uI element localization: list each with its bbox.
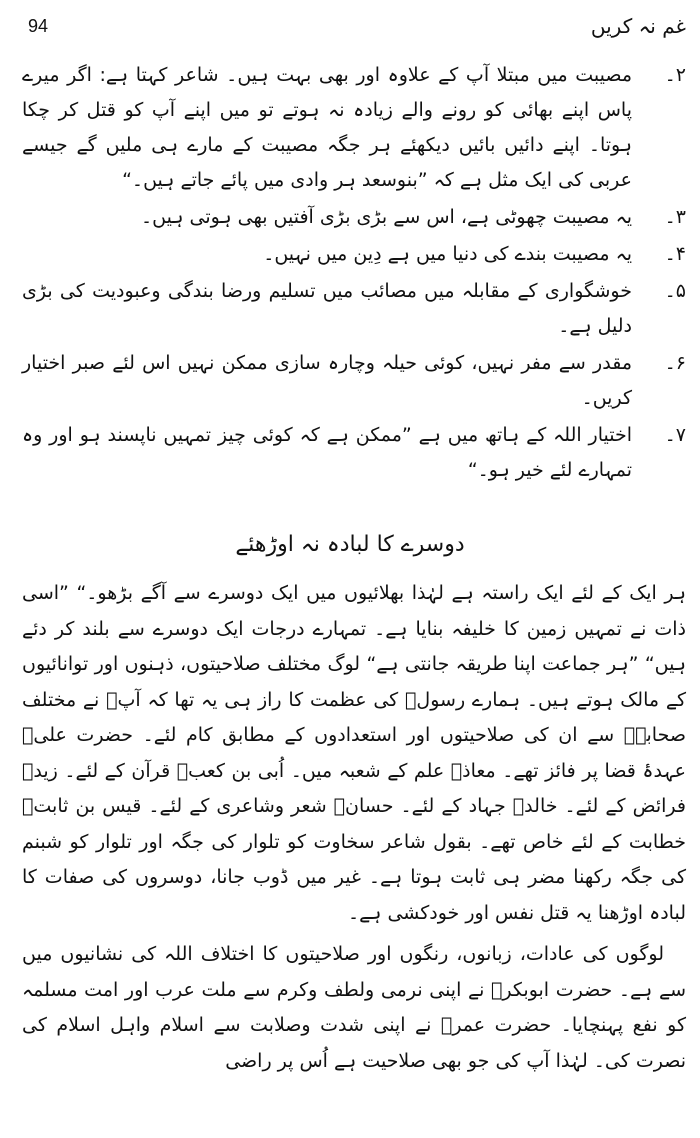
list-item-text: یہ مصیبت بندے کی دنیا میں ہے دِین میں نہیں۔ xyxy=(263,243,632,265)
list-item-number: ۶۔ xyxy=(664,352,686,374)
list-item-number: ۲۔ xyxy=(664,64,686,86)
page-number: 94 xyxy=(28,16,49,36)
list-item xyxy=(22,58,686,198)
list-item xyxy=(22,200,686,235)
list-item-text: مقدر سے مفر نہیں، کوئی حیلہ وچارہ سازی ممکن نہیں اس لئے صبر اختیار کریں۔ xyxy=(22,352,632,409)
list-item xyxy=(22,237,686,272)
list-item-number: ۷۔ xyxy=(664,424,686,446)
body-text xyxy=(22,576,686,1085)
list-item-number: ۵۔ xyxy=(664,280,686,302)
section-heading: دوسرے کا لبادہ نہ اوڑھئے xyxy=(235,532,465,557)
list-item xyxy=(22,418,686,488)
list-item-text: یہ مصیبت چھوٹی ہے، اس سے بڑی بڑی آفتیں بھی ہوتی ہیں۔ xyxy=(141,206,632,228)
numbered-list xyxy=(22,58,686,490)
list-item-number: ۴۔ xyxy=(664,243,686,265)
list-item xyxy=(22,274,686,344)
list-item-text: اختیار اللہ کے ہاتھ میں ہے ”ممکن ہے کہ کوئی چیز تمہیں ناپسند ہو اور وہ تمہارے لئے خیر ہو۔“ xyxy=(22,424,632,481)
list-item-text: مصیبت میں مبتلا آپ کے علاوہ اور بھی بہت ہیں۔ شاعر کہتا ہے: اگر میرے پاس اپنے بھائی کو رونے والے زیادہ نہ ہوتے تو میں اپنے آپ کو قتل کر چکا ہوتا۔ اپنے دائیں بائیں دیکھئے ہر جگہ مصیبت کے مارے ہی ملیں گے جیسے عربی کی ایک مثل ہے کہ ”بنوسعد ہر وادی میں پائے جاتے ہیں۔“ xyxy=(22,64,632,191)
list-item-text: خوشگواری کے مقابلہ میں مصائب میں تسلیم ورضا بندگی وعبودیت کی بڑی دلیل ہے۔ xyxy=(22,280,632,337)
paragraph: لوگوں کی عادات، زبانوں، رنگوں اور صلاحیتوں کا اختلاف اللہ کی نشانیوں میں سے ہے۔ حضرت ابوبکرؓ نے اپنی نرمی ولطف وکرم سے ملت عرب اور امت مسلمہ کو نفع پہنچایا۔ حضرت عمرؓ نے اپنی شدت وصلابت سے اسلام واہل اسلام کی نصرت کی۔ لہٰذا آپ کی جو بھی صلاحیت ہے اُس پر راضی xyxy=(22,943,686,1072)
list-item xyxy=(22,346,686,416)
list-item-number: ۳۔ xyxy=(664,206,686,228)
page-header xyxy=(28,14,686,54)
paragraph: ہر ایک کے لئے ایک راستہ ہے لہٰذا بھلائیوں میں ایک دوسرے سے آگے بڑھو۔“ ”اسی ذات نے تمہیں زمین کا خلیفہ بنایا ہے۔ تمہارے درجات ایک دوسرے سے بلند کر دئے ہیں“ ”ہر جماعت اپنا طریقہ جانتی ہے“ لوگ مختلف صلاحیتوں، ذہنوں اور توانائیوں کے مالک ہوتے ہیں۔ ہمارے رسولؐ کی عظمت کا راز ہی یہ تھا کہ آپؐ نے مختلف صحابہؓ سے ان کی صلاحیتوں اور استعدادوں کے مطابق کام لئے۔ حضرت علیؓ عہدۂ قضا پر فائز تھے۔ معاذؓ علم کے شعبہ میں۔ اُبی بن کعبؓ قرآن کے لئے۔ زیدؓ فرائض کے لئے۔ خالدؓ جہاد کے لئے۔ حسانؓ شعر وشاعری کے لئے۔ قیس بن ثابتؓ خطابت کے لئے خاص تھے۔ بقول شاعر سخاوت کو تلوار کی جگہ اور تلوار کو شبنم کی جگہ رکھنا مضر ہی ثابت ہوتا ہے۔ غیر میں ڈوب جانا، دوسروں کی صفات کا لبادہ اوڑھنا یہ قتل نفس اور خودکشی ہے۔ xyxy=(22,582,686,924)
running-title: غم نہ کریں xyxy=(590,14,686,38)
